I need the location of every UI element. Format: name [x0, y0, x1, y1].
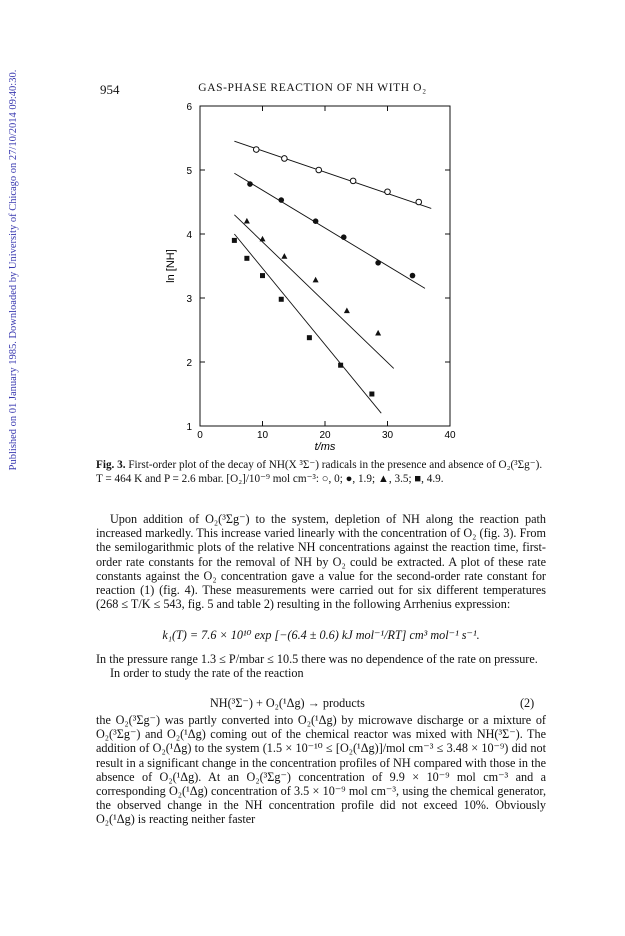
paragraph-3: In order to study the rate of the reaction [110, 666, 304, 680]
x-tick-label: 0 [197, 430, 203, 441]
data-point-open-circle [316, 167, 322, 173]
data-point-filled-circle [375, 260, 381, 266]
data-point-filled-circle [278, 197, 284, 203]
fit-line-4.9 [234, 234, 381, 413]
y-tick-label: 3 [186, 294, 192, 305]
x-tick-label: 20 [319, 430, 331, 441]
data-point-filled-triangle [281, 253, 287, 259]
data-point-filled-triangle [344, 308, 350, 314]
y-tick-label: 5 [186, 166, 192, 177]
data-point-filled-circle [247, 181, 253, 187]
data-point-open-circle [385, 189, 391, 195]
reaction-2-equation: NH(³Σ⁻) + O₂(¹Δg) → products [210, 696, 365, 710]
data-point-filled-square [279, 297, 284, 302]
x-tick-label: 10 [256, 430, 269, 441]
x-tick-label: 40 [444, 430, 456, 441]
y-tick-label: 1 [186, 422, 192, 433]
paragraph-4: the O₂(³Σg⁻) was partly converted into O₂(¹Δg) by microwave discharge or a mixture of O₂(³Σg⁻) and O₂(¹Δg) coming out of the chemical reactor was mixed with NH(³Σ⁻). The addition of O₂(¹Δg) to the system (1.5 × 10⁻¹⁰ ≤ [O₂(¹Δg)]/mol cm⁻³ ≤ 3.48 × 10⁻⁹) did not result in a significant change in the concentration profiles of NH compared with those in the absence of O₂(¹Δg). At an O₂(³Σg⁻) concentration of 9.9 × 10⁻⁹ mol cm⁻³ and a corresponding O₂(¹Δg) concentration of 3.5 × 10⁻⁹ mol cm⁻³, using the chemical generator, the observed change in the NH concentration profile did not exceed 10%. Obviously O₂(¹Δg) is reacting neither faster [96, 713, 546, 827]
data-point-filled-square [244, 256, 249, 261]
y-tick-label: 6 [186, 102, 192, 113]
fit-line-3.5 [234, 215, 393, 369]
data-point-filled-square [232, 238, 237, 243]
data-point-filled-circle [341, 234, 347, 240]
data-point-filled-square [307, 335, 312, 340]
plot-frame [200, 106, 450, 426]
data-point-filled-triangle [313, 277, 319, 283]
paragraph-2: In the pressure range 1.3 ≤ P/mbar ≤ 10.5 there was no dependence of the rate on pressure. [96, 652, 538, 666]
first-order-plot [150, 96, 470, 453]
y-axis-label: ln [NH] [165, 249, 177, 283]
fit-line-0 [234, 141, 431, 208]
data-point-open-circle [282, 156, 288, 162]
data-point-filled-square [369, 392, 374, 397]
x-axis-label: t/ms [314, 441, 336, 453]
caption-text: First-order plot of the decay of NH(X ³Σ⁻) radicals in the presence and absence of O₂(³Σg⁻). T = 464 K and P = 2.6 mbar. [O₂]/10⁻⁹ mol cm⁻³: ○, 0; ●, 1.9; ▲, 3.5; ■, 4.9. [96, 459, 543, 485]
data-point-filled-triangle [244, 218, 250, 224]
figure-caption [96, 458, 546, 486]
data-point-open-circle [350, 178, 356, 184]
fit-line-1.9 [234, 173, 425, 288]
data-point-filled-circle [313, 218, 319, 224]
paragraph-1: Upon addition of O₂(³Σg⁻) to the system, depletion of NH along the reaction path increased markedly. This increase varied linearly with the concentration of O₂ (fig. 3). From the semilogarithmic plots of the relative NH concentrations against the reaction time, first-order rate constants for the removal of NH by O₂ could be extracted. A plot of these rate constants against the O₂ concentration gave a value for the second-order rate constant for reaction (1) (fig. 4). These measurements were carried out for six different temperatures (268 ≤ T/K ≤ 543, fig. 5 and table 2) resulting in the following Arrhenius expression: [96, 512, 546, 612]
download-notice: Published on 01 January 1985. Downloaded by University of Chicago on 27/10/2014 09:40:30. [8, 69, 19, 471]
caption-label: Fig. 3. [96, 459, 126, 471]
y-tick-label: 4 [186, 230, 192, 241]
data-point-filled-square [338, 363, 343, 368]
reaction-2-number: (2) [520, 696, 535, 710]
page-number: 954 [100, 82, 120, 97]
data-point-filled-square [260, 273, 265, 278]
data-point-open-circle [416, 199, 422, 205]
data-point-filled-triangle [375, 330, 381, 336]
y-tick-label: 2 [186, 358, 192, 369]
x-tick-label: 30 [381, 430, 394, 441]
data-point-filled-circle [410, 273, 416, 279]
arrhenius-equation: k₁(T) = 7.6 × 10¹⁰ exp [−(6.4 ± 0.6) kJ mol⁻¹/RT] cm³ mol⁻¹ s⁻¹. [162, 628, 480, 642]
running-head: GAS-PHASE REACTION OF NH WITH O₂ [198, 82, 427, 94]
data-point-filled-triangle [260, 236, 266, 242]
data-point-open-circle [253, 147, 259, 153]
